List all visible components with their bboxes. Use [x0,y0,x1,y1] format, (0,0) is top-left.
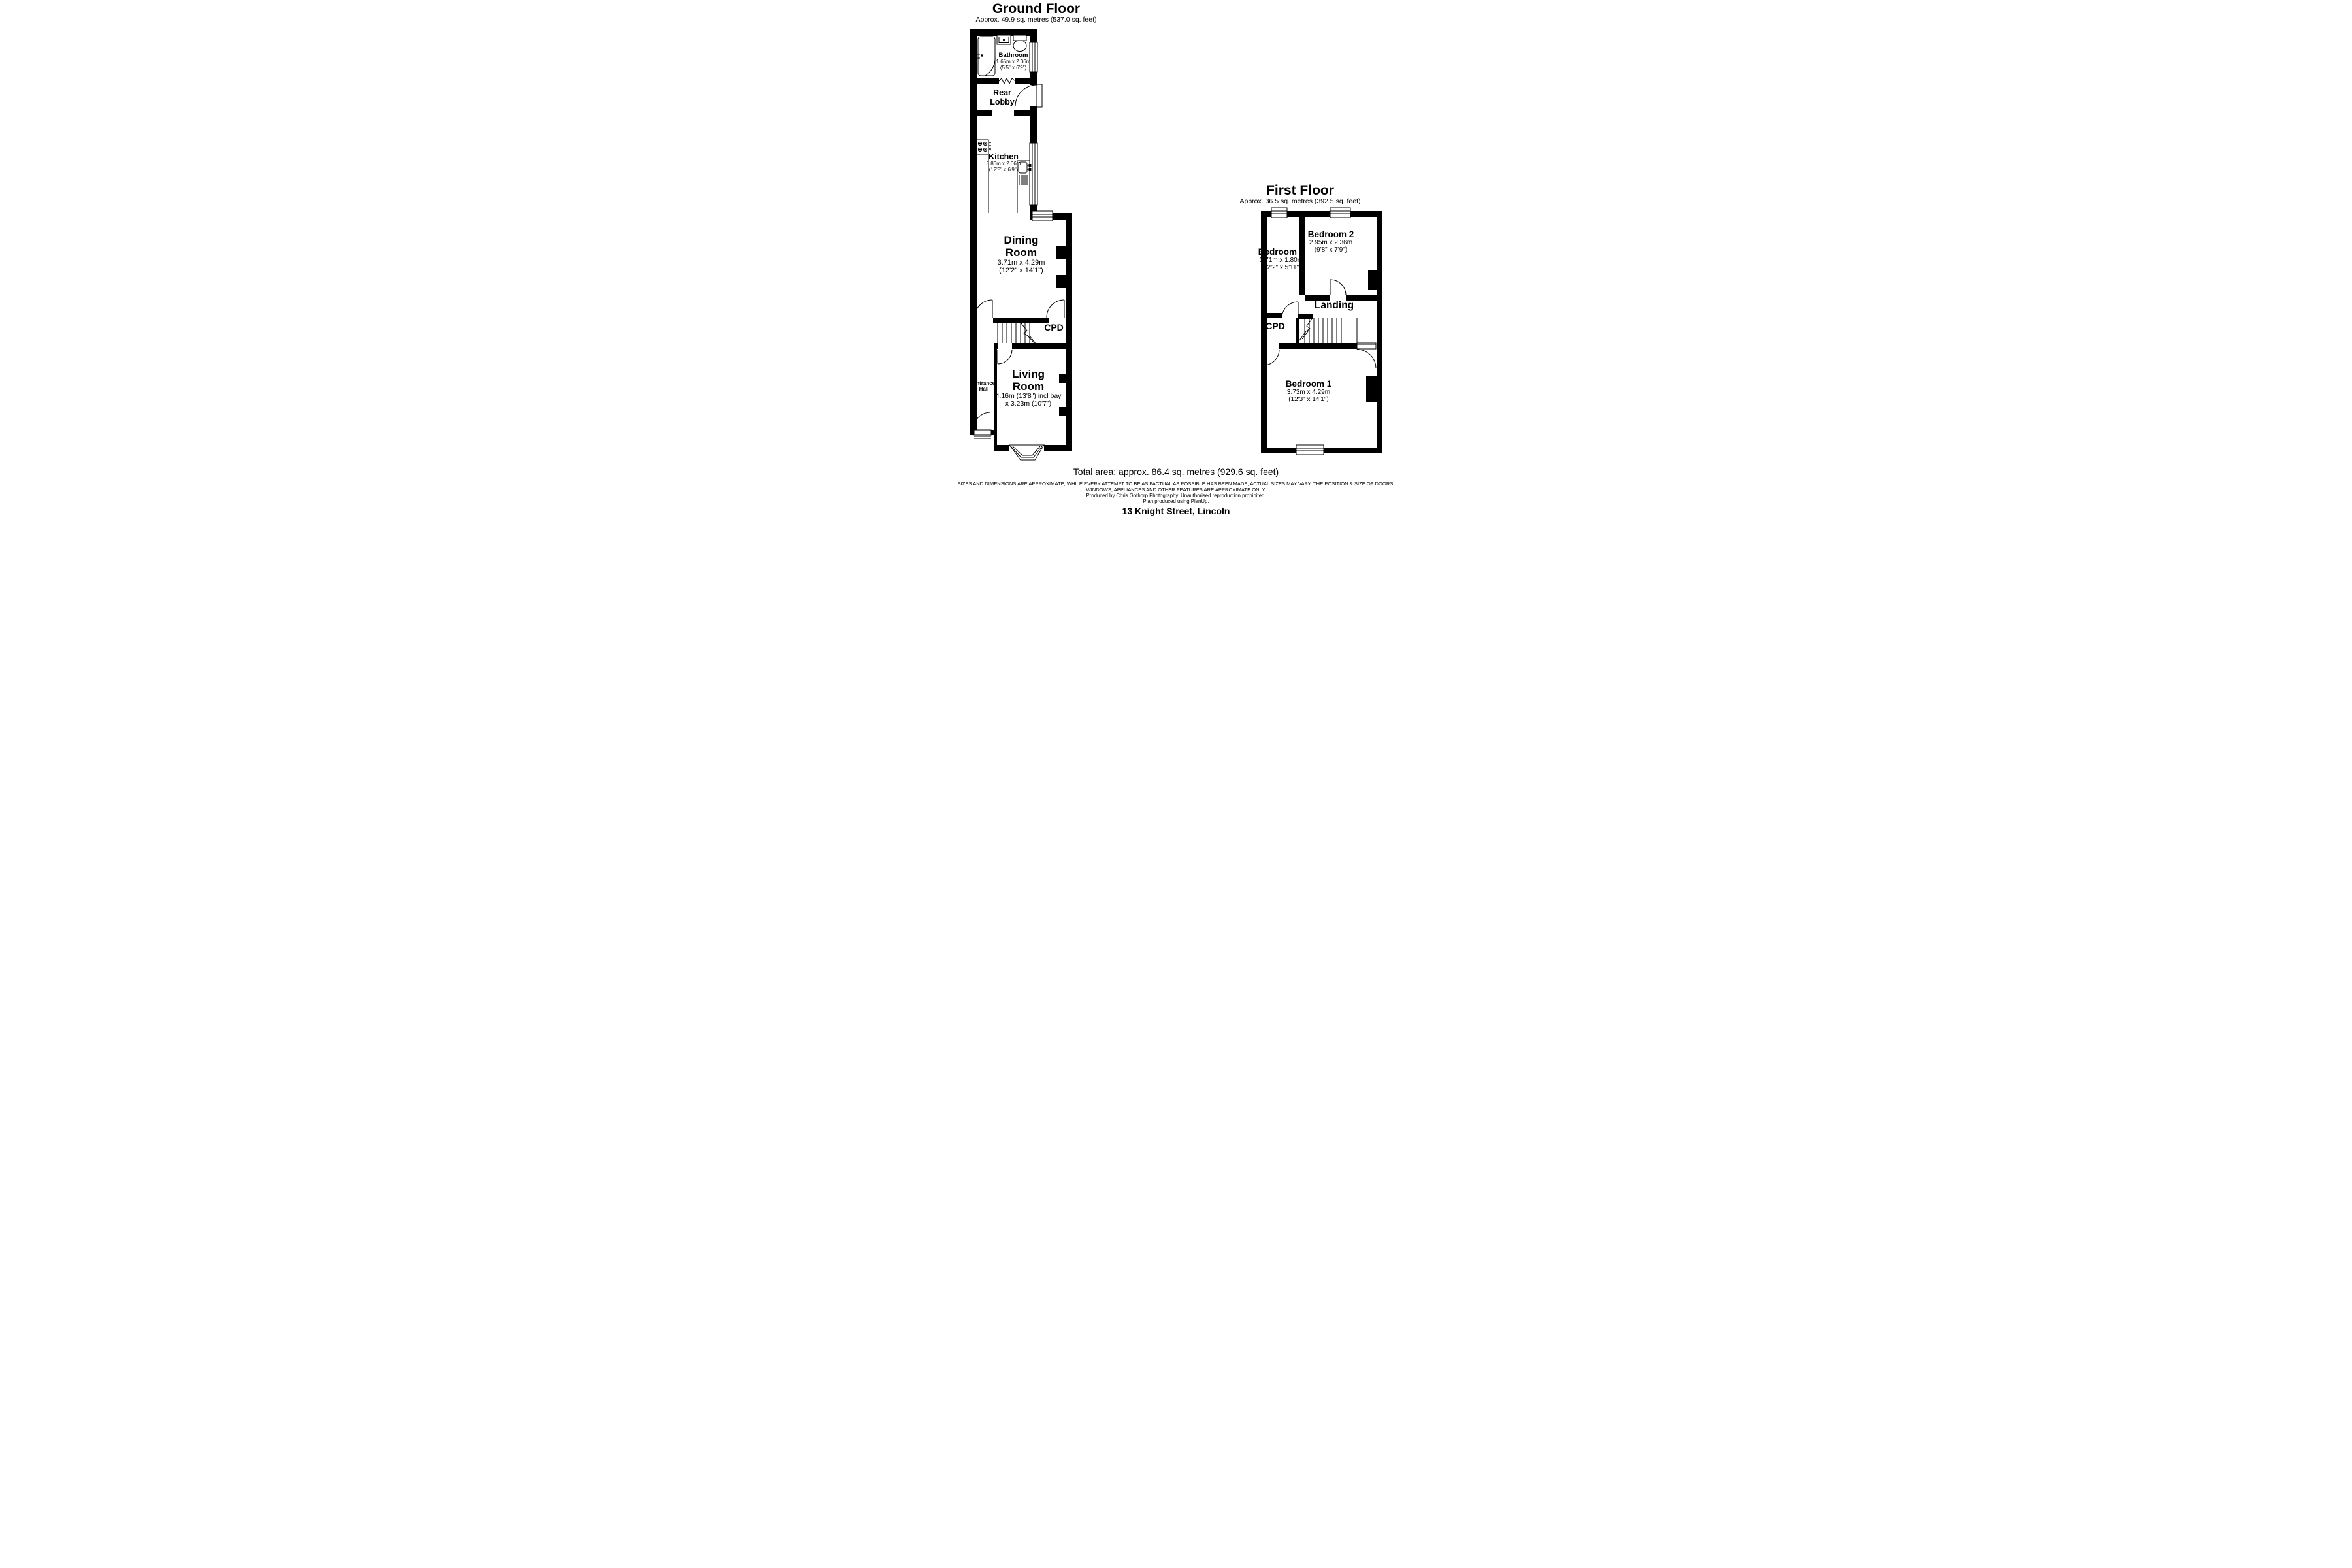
window [1330,208,1350,218]
door-arc [975,300,992,318]
room-dims-ft: (12'2" x 14'1") [999,267,1043,275]
room-dims-m: 1.65m x 2.06m [996,58,1031,65]
chimney-breast [1366,376,1377,402]
room-label-bedroom-1 [1286,379,1332,403]
room-name: Bedroom 2 [1307,229,1354,239]
room-name: Bathroom [998,52,1028,59]
hob-icon [977,140,990,213]
room-name: Living Room [1011,368,1045,393]
room-label-bathroom [996,52,1031,71]
door-arc [1330,280,1346,295]
room-label-bedroom-2 [1308,229,1354,253]
door-arc [1015,84,1042,107]
room-label-cpd-first: CPD [1266,321,1285,331]
room-dims-m: 3.73m x 4.29m [1286,389,1331,397]
floorplan-drawing [784,0,1568,523]
room-name: Bedroom 3 [1258,247,1305,257]
window [1271,208,1287,218]
room-dims-ft: (12'2" x 5'11") [1261,264,1301,272]
chimney-breast [1056,246,1066,259]
door-arc [1357,343,1376,368]
door-threshold [974,436,991,438]
room-name: Bedroom 1 [1285,379,1332,389]
shower-icon [975,37,995,76]
window [1296,445,1324,455]
room-label-cpd-ground: CPD [1044,322,1064,333]
chimney-breast [1368,270,1377,290]
first-floor-subtitle: Approx. 36.5 sq. metres (392.5 sq. feet) [1239,197,1361,205]
first-floor-title: First Floor [1266,183,1334,198]
room-dims-ft: (9'8" x 7'9") [1314,246,1348,254]
chimney-breast [1056,275,1066,288]
room-dims-m: 3.71m x 1.80m [1259,257,1303,265]
door-arc [998,350,1012,364]
door-arc [1282,302,1298,318]
room-label-rear-lobby: Rear Lobby [990,88,1015,106]
ground-floor-title: Ground Floor [992,1,1081,16]
disclaimer-line1: SIZES AND DIMENSIONS ARE APPROXIMATE, WHILE EVERY ATTEMPT TO BE AS FACTUAL AS POSSIBLE HAS BEEN MADE, ACTUAL SIZES MAY VARY. THE POSITION & SIZE OF DOORS, [957,481,1395,487]
disclaimer-line2: WINDOWS, APPLIANCES AND OTHER FEATURES ARE APPROXIMATE ONLY. [1086,487,1266,493]
room-label-kitchen [987,152,1021,173]
room-label-landing: Landing [1314,300,1354,311]
room-label-living-room [996,368,1062,408]
stair-break-line [1299,318,1313,340]
floorplan-page [784,0,1568,523]
room-label-entrance-hall: Entrance Hall [972,380,996,392]
ground-floor-subtitle: Approx. 49.9 sq. metres (537.0 sq. feet) [975,16,1097,24]
produced-by-text: Produced by Chris Gothorp Photography. Unauthorised reproduction prohibited. [1086,493,1266,498]
chimney-breast [1059,407,1066,416]
total-area-text: Total area: approx. 86.4 sq. metres (929.6 sq. feet) [1073,466,1279,477]
window [1030,42,1037,72]
room-dims-ft: (5'5" x 6'9") [1000,64,1027,71]
room-dims-ft: (12'3" x 14'1") [1288,396,1329,404]
stair-break-line [1021,323,1035,344]
room-dims-line1: 4.16m (13'8") incl bay [995,392,1062,400]
room-dims-m: 3.86m x 2.06m [986,161,1021,167]
opening-zigzag [999,78,1015,84]
window [1030,143,1037,205]
room-dims-ft: (12'8" x 6'9") [988,166,1019,172]
toilet-icon [1013,35,1026,52]
plan-software-text: Plan produced using PlanUp. [1143,498,1209,504]
door-arc [1047,300,1064,318]
room-label-bedroom-3 [1258,247,1305,271]
room-dims-line2: x 3.23m (10'7") [1005,399,1052,408]
property-address: 13 Knight Street, Lincoln [1122,506,1230,516]
staircase-first [1299,318,1357,343]
room-label-dining-room [998,234,1045,275]
window [1032,211,1053,221]
bay-window [1009,445,1044,460]
room-dims-m: 2.95m x 2.36m [1309,239,1353,247]
room-dims-m: 3.71m x 4.29m [997,259,1045,267]
room-name: Dining Room [1004,234,1039,259]
room-name: Kitchen [988,152,1019,161]
